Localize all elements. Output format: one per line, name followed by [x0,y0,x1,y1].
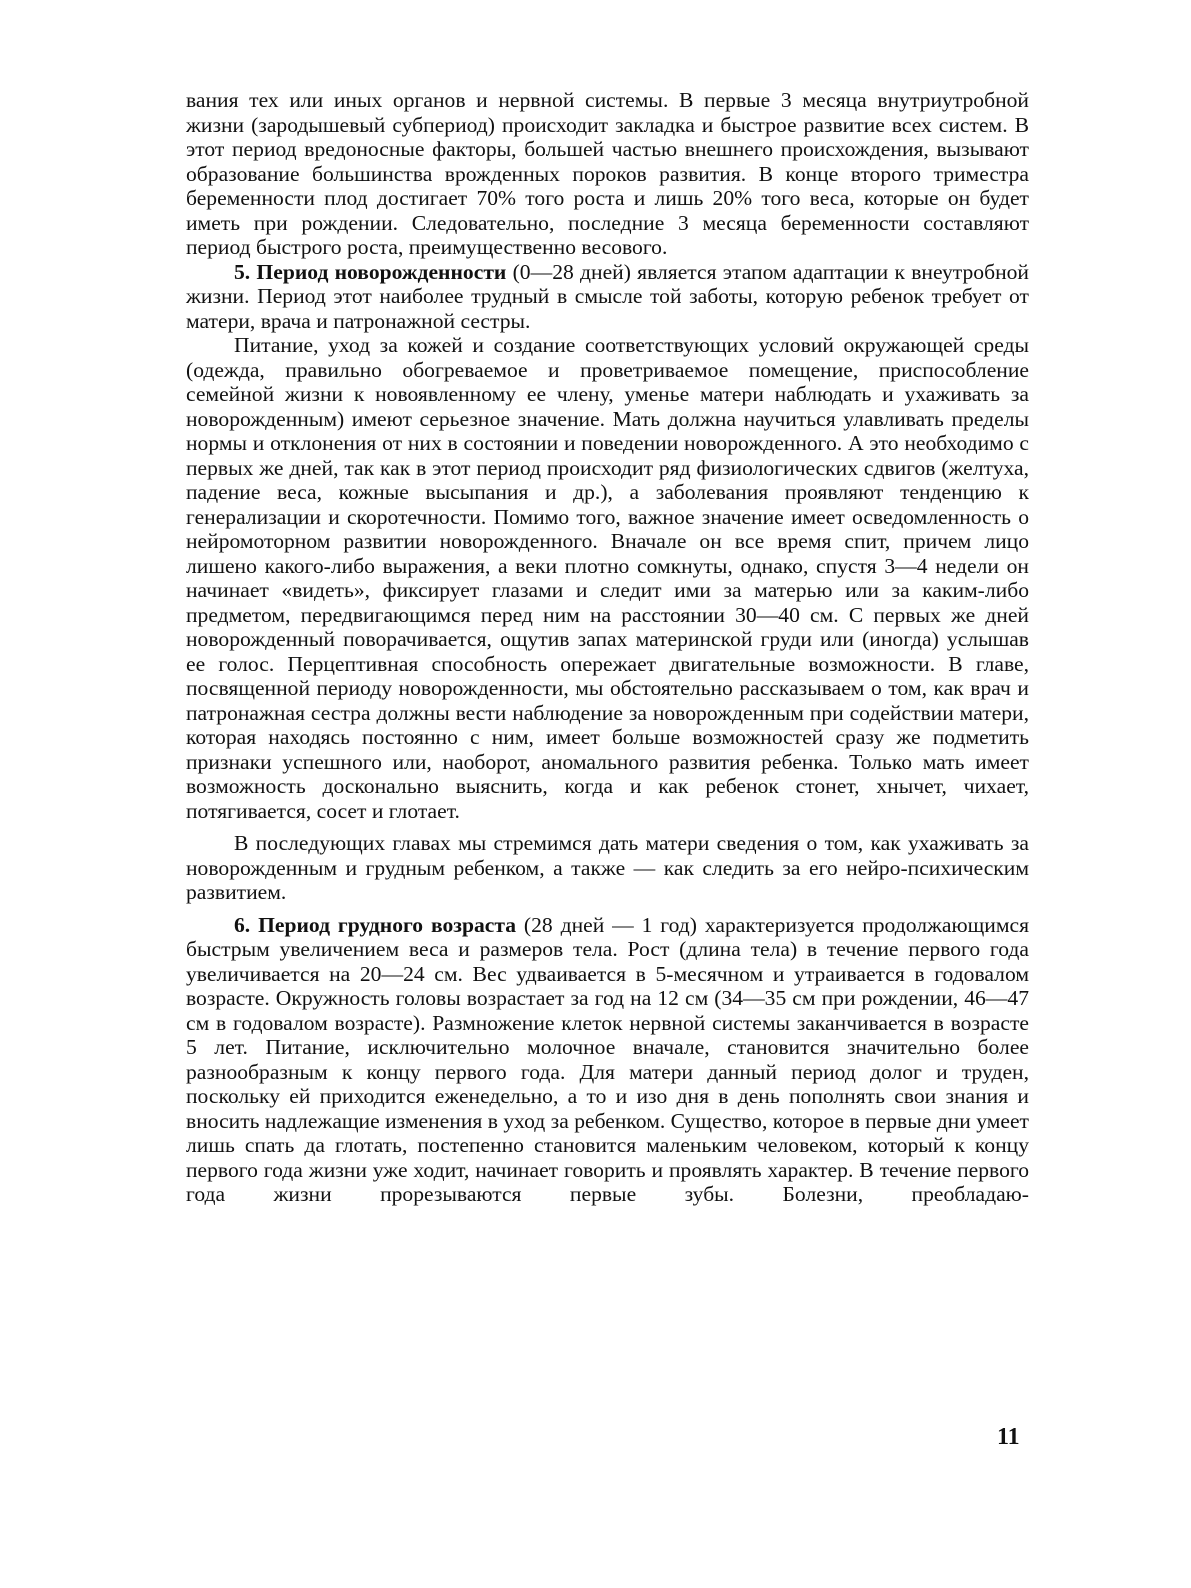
page-number: 11 [997,1424,1020,1450]
paragraph-care: Питание, уход за кожей и создание соответствующих условий окружающей среды (одежда, правильно обогреваемое и проветриваемое помещение, приспособление семейной жизни к новоявленному ее члену, уменье матери наблюдать и ухаживать за новорожденным) имеют серьезное значение. Мать должна научиться улавливать пределы нормы и отклонения от них в состоянии и поведении новорожденного. А это необходимо с первых же дней, так как в этот период происходит ряд физиологических сдвигов (желтуха, падение веса, кожные высыпания и др.), а заболевания проявляют тенденцию к генерализации и скоротечности. Помимо того, важное значение имеет осведомленность о нейромоторном развитии новорожденного. Вначале он все время спит, причем лицо лишено какого-либо выражения, а веки плотно сомкнуты, однако, спустя 3—4 недели он начинает «видеть», фиксирует глазами и следит ими за матерью или за каким-либо предметом, передвигающимся перед ним на расстоянии 30—40 см. С первых же дней новорожденный поворачивается, ощутив запах материнской груди или (иногда) услышав ее голос. Перцептивная способность опережает двигательные возможности. В главе, посвященной периоду новорожденности, мы обстоятельно рассказываем о том, как врач и патронажная сестра должны вести наблюдение за новорожденным при содействии матери, которая находясь постоянно с ним, имеет больше возможностей сразу же подметить признаки успешного или, наоборот, аномального развития ребенка. Только мать имеет возможность досконально выяснить, когда и как ребенок стонет, хнычет, чихает, потягивается, сосет и глотает. [186,333,1029,823]
section-heading-infancy: 6. Период грудного возраста [234,912,517,937]
paragraph-intro: вания тех или иных органов и нервной системы. В первые 3 месяца внутриутробной жизни (зародышевый субпериод) происходит закладка и быстрое развитие всех систем. В этот период вредоносные факторы, большей частью внешнего происхождения, вызывают образование большинства врожденных пороков развития. В конце второго триместра беременности плод достигает 70% того роста и лишь 20% того веса, которые он будет иметь при рождении. Следовательно, последние 3 месяца беременности составляют период быстрого роста, преимущественно весового. [186,88,1029,259]
section-infancy-period [186,913,1029,1207]
section-heading-newborn: 5. Период новорожденности [234,259,507,284]
page-body [186,88,1029,1207]
section-text-infancy: (28 дней — 1 год) характеризуется продолжающимся быстрым увеличением веса и размеров тела. Рост (длина тела) в течение первого года увеличивается на 20—24 см. Вес удваивается в 5-месячном и утраивается в годовалом возрасте. Окружность головы возрастает за год на 12 см (34—35 см при рождении, 46—47 см в годовалом возрасте). Размножение клеток нервной системы заканчивается в возрасте 5 лет. Питание, исключительно молочное вначале, становится значительно более разнообразным к концу первого года. Для матери данный период долог и труден, поскольку ей приходится еженедельно, а то и изо дня в день пополнять свои знания и вносить надлежащие изменения в уход за ребенком. Существо, которое в первые дни умеет лишь спать да глотать, постепенно становится маленьким человеком, который к концу первого года жизни уже ходит, начинает говорить и проявлять характер. В течение первого года жизни прорезываются первые зубы. Болезни, преобладаю- [186,912,1030,1206]
section-newborn-period [186,260,1029,334]
paragraph-following-chapters: В последующих главах мы стремимся дать матери сведения о том, как ухаживать за новорожденным и грудным ребенком, а также — как следить за его нейро-психическим развитием. [186,831,1029,904]
section-text-newborn: (0—28 дней) является этапом адаптации к внеутробной жизни. Период этот наиболее трудный в смысле той заботы, которую ребенок требует от матери, врача и патронажной сестры. [186,259,1029,333]
